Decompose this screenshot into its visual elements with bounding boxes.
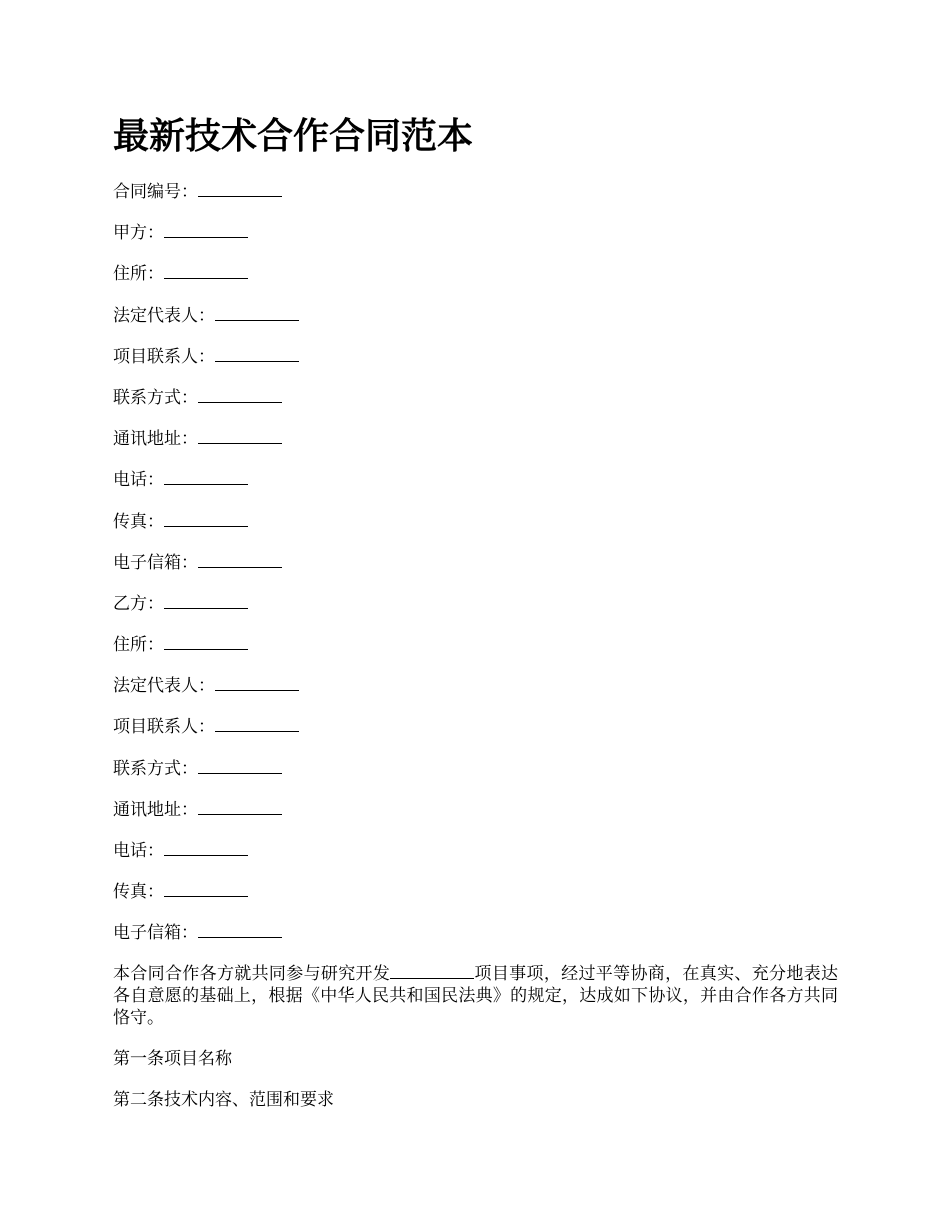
blank-line <box>164 879 248 897</box>
field-party-a-fax <box>113 508 299 549</box>
field-party-b-address <box>113 631 299 672</box>
document-title: 最新技术合作合同范本 <box>113 115 474 157</box>
blank-line <box>215 673 299 691</box>
field-label: 住所： <box>113 635 164 656</box>
field-label: 传真： <box>113 511 164 532</box>
blank-line <box>215 303 299 321</box>
field-party-b-mailing-address <box>113 796 299 837</box>
field-party-b-legal-rep <box>113 672 299 713</box>
intro-paragraph <box>113 962 838 1029</box>
blank-line <box>198 797 282 815</box>
field-label: 法定代表人： <box>113 305 215 326</box>
blank-line <box>198 385 282 403</box>
blank-line <box>164 261 248 279</box>
field-party-a-email <box>113 549 299 590</box>
field-label: 合同编号： <box>113 182 198 202</box>
field-label: 联系方式： <box>113 758 198 779</box>
blank-line <box>198 920 282 938</box>
field-label: 电话： <box>113 841 164 861</box>
article-heading-1: 第一条项目名称 <box>113 1049 232 1069</box>
article-heading-2: 第二条技术内容、范围和要求 <box>113 1090 334 1110</box>
field-party-a-contact-method <box>113 384 299 425</box>
blank-line <box>164 838 248 856</box>
field-label: 传真： <box>113 882 164 903</box>
blank-line <box>198 550 282 568</box>
field-party-a <box>113 219 299 260</box>
blank-line <box>198 756 282 774</box>
field-label: 通讯地址： <box>113 429 198 450</box>
intro-text-start: 本合同合作各方就共同参与研究开发 <box>113 964 391 984</box>
field-label: 项目联系人： <box>113 717 215 738</box>
blank-line <box>164 220 248 238</box>
field-party-a-mailing-address <box>113 425 299 466</box>
blank-line <box>164 467 248 485</box>
field-party-b-project-contact <box>113 713 299 754</box>
field-party-b-contact-method <box>113 755 299 796</box>
field-party-b-fax <box>113 878 299 919</box>
blank-line <box>390 962 474 979</box>
field-label: 电话： <box>113 470 164 491</box>
field-label: 乙方： <box>113 593 164 614</box>
field-label: 通讯地址： <box>113 799 198 820</box>
blank-line <box>164 591 248 609</box>
field-label: 联系方式： <box>113 387 198 408</box>
blank-line <box>164 509 248 527</box>
field-party-b <box>113 590 299 631</box>
field-label: 电子信箱： <box>113 923 198 944</box>
party-fields-list <box>113 178 299 961</box>
field-label: 住所： <box>113 264 164 285</box>
field-label: 甲方： <box>113 223 164 244</box>
field-party-b-phone <box>113 837 299 878</box>
intro-text-end: 项目事项，经过平等协商，在真实、充分地表达各自意愿的基础上，根据《中华人民共和国民法典》的规定，达成如下协议，并由合作各方共同恪守。 <box>113 964 839 1028</box>
blank-line <box>198 426 282 444</box>
field-party-a-project-contact <box>113 343 299 384</box>
field-party-a-legal-rep <box>113 302 299 343</box>
blank-line <box>198 179 282 197</box>
field-label: 法定代表人： <box>113 676 215 697</box>
blank-line <box>215 714 299 732</box>
field-party-a-phone <box>113 466 299 507</box>
field-party-a-address <box>113 260 299 301</box>
field-contract-number <box>113 178 299 219</box>
field-label: 项目联系人： <box>113 346 215 367</box>
field-party-b-email <box>113 919 299 960</box>
field-label: 电子信箱： <box>113 552 198 573</box>
blank-line <box>164 632 248 650</box>
blank-line <box>215 344 299 362</box>
